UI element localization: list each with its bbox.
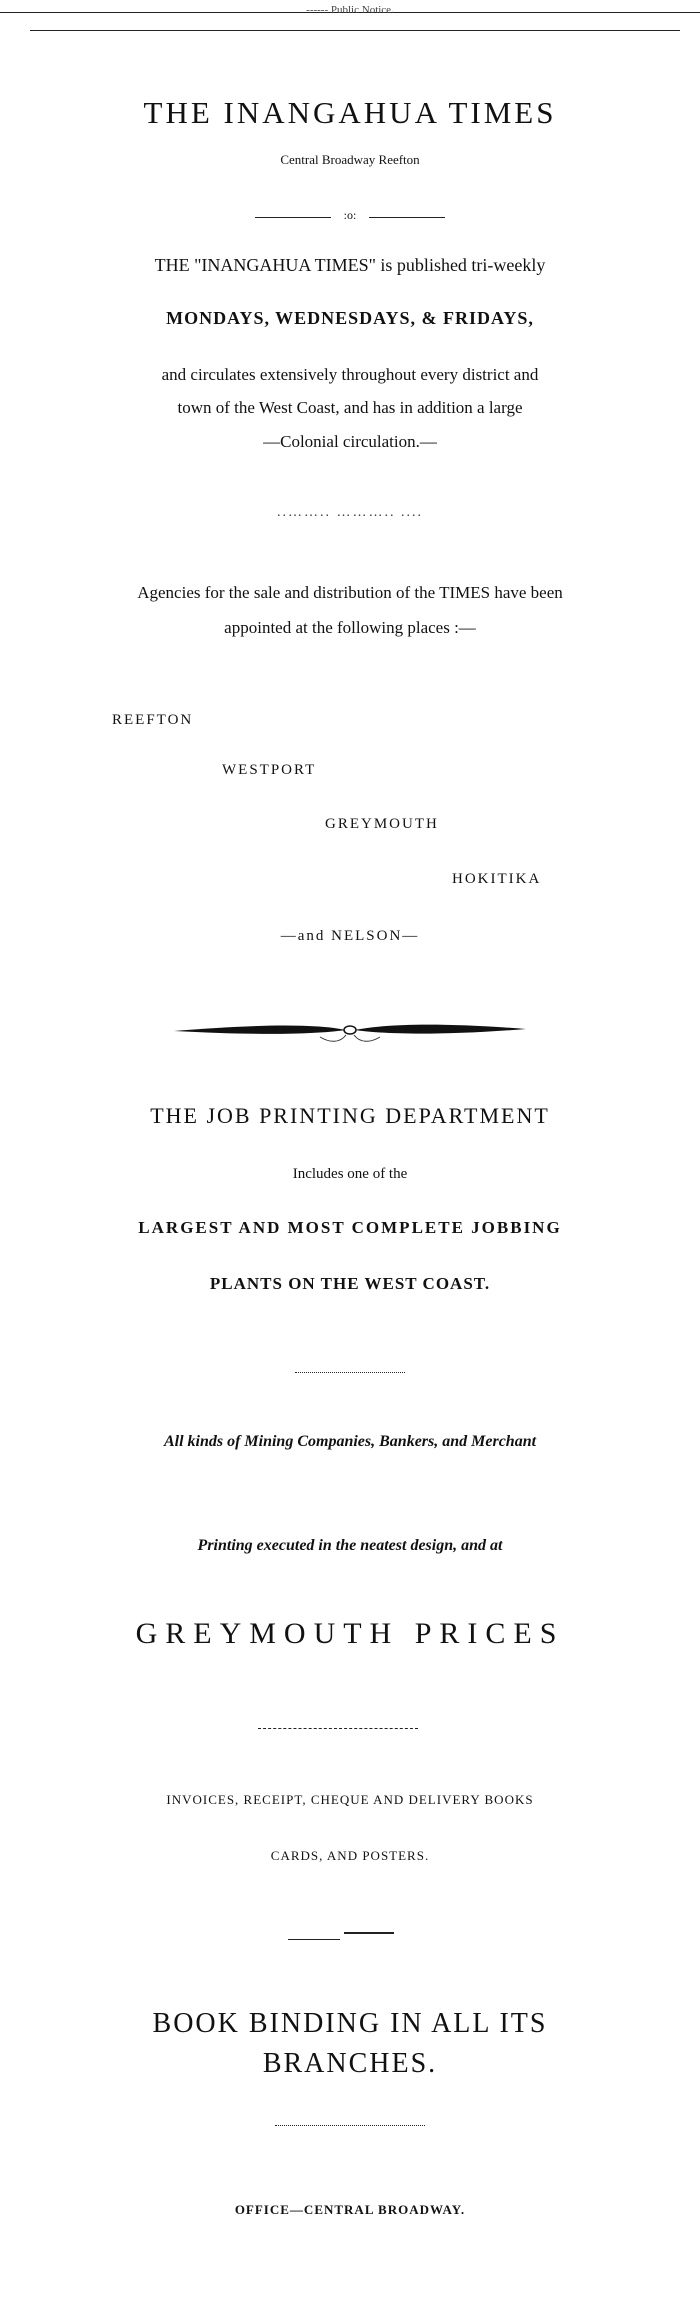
office-address: OFFICE—CENTRAL BROADWAY. [234, 2202, 466, 2217]
printing-italic-line-2: Printing executed in the neatest design, and at [197, 1537, 503, 1554]
dotted-ornament: ..…….. ……….. .... [277, 505, 423, 520]
job-printing-line-2: PLANTS ON THE WEST COAST. [209, 1274, 491, 1293]
small-line-divider [288, 1930, 394, 1944]
public-notice-label: ------ Public Notice. [306, 4, 394, 16]
masthead-divider [255, 208, 445, 228]
circulation-line-1: and circulates extensively throughout every district and [161, 365, 539, 384]
short-dotted-rule [295, 1372, 405, 1373]
agencies-line-2: appointed at the following places :— [224, 618, 476, 637]
circulation-line-3: —Colonial circulation.— [263, 432, 437, 451]
agency-place: GREYMOUTH [325, 816, 439, 832]
divider-ornament: :o: [343, 208, 357, 222]
invoices-line-1: INVOICES, RECEIPT, CHEQUE AND DELIVERY BOOKS [166, 1792, 534, 1807]
agencies-line-1: Agencies for the sale and distribution of the TIMES have been [137, 583, 563, 602]
publication-line: THE "INANGAHUA TIMES" is published tri-weekly [154, 255, 546, 275]
greymouth-prices-heading: GREYMOUTH PRICES [135, 1617, 565, 1650]
agency-last-place: —and NELSON— [280, 928, 420, 944]
footer-dotted-rule [275, 2125, 425, 2126]
agency-place: REEFTON [112, 712, 194, 728]
circulation-line-2: town of the West Coast, and has in addition a large [177, 398, 523, 417]
book-binding-line-2: BRANCHES. [262, 2048, 438, 2079]
masthead-title: THE INANGAHUA TIMES [143, 95, 557, 130]
publication-days: MONDAYS, WEDNESDAYS, & FRIDAYS, [166, 308, 534, 328]
job-printing-title: THE JOB PRINTING DEPARTMENT [150, 1103, 550, 1128]
header-rule [30, 30, 680, 31]
invoices-line-2: CARDS, AND POSTERS. [270, 1848, 430, 1863]
masthead-address: Central Broadway Reefton [280, 152, 420, 167]
book-binding-line-1: BOOK BINDING IN ALL ITS [152, 2008, 548, 2039]
job-printing-includes: Includes one of the [292, 1166, 408, 1182]
printing-italic-line-1: All kinds of Mining Companies, Bankers, and Merchant [163, 1433, 537, 1450]
dashed-rule [258, 1728, 418, 1729]
agency-place: HOKITIKA [452, 871, 542, 887]
agency-place: WESTPORT [222, 762, 317, 778]
ornamental-swash-divider [170, 1013, 530, 1047]
job-printing-line-1: LARGEST AND MOST COMPLETE JOBBING [138, 1218, 562, 1237]
